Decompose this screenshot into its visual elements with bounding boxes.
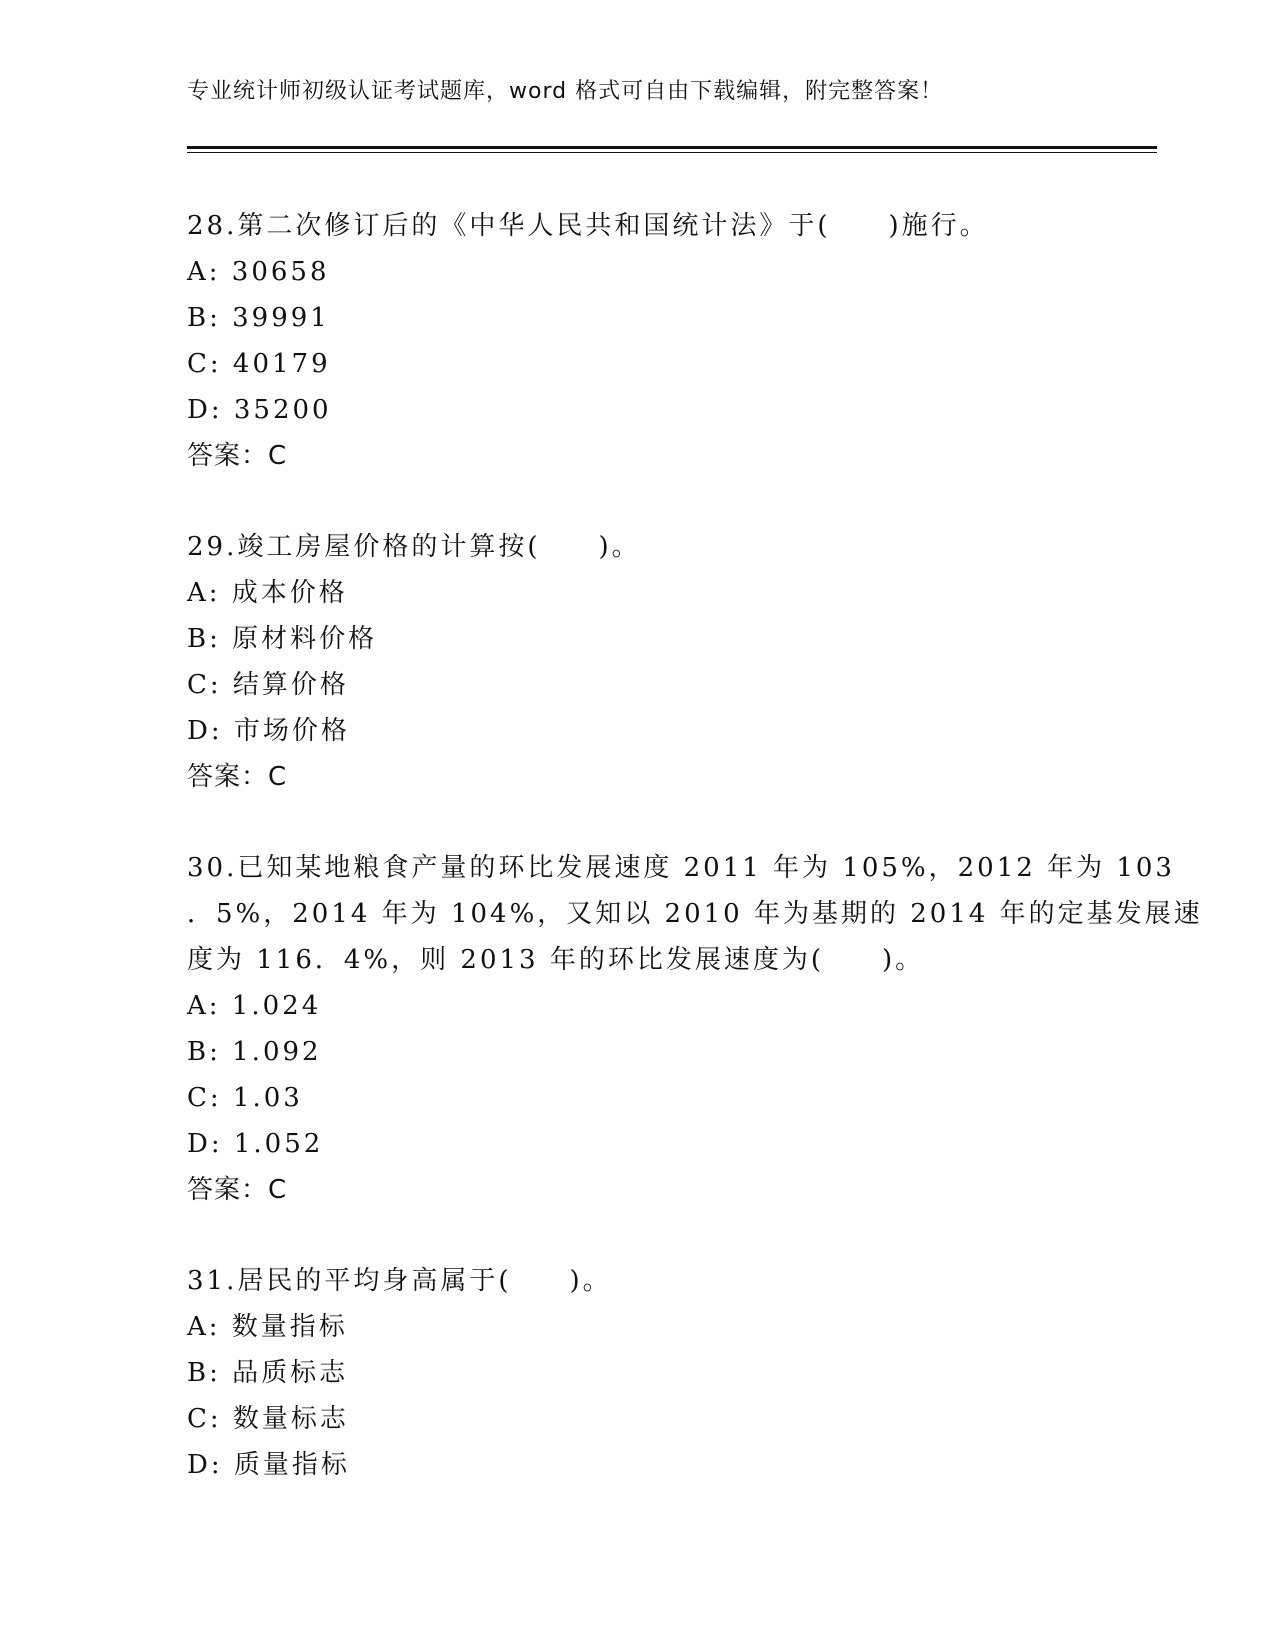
page-header: 专业统计师初级认证考试题库，word 格式可自由下载编辑，附完整答案！	[187, 79, 944, 104]
option-c: C: 40179	[187, 349, 331, 379]
option-a: A: 1.024	[187, 991, 322, 1021]
option-c: C: 1.03	[187, 1083, 303, 1113]
question-stem: 31.居民的平均身高属于( )。	[187, 1266, 612, 1296]
question-stem: 29.竣工房屋价格的计算按( )。	[187, 532, 641, 562]
question-stem: 28.第二次修订后的《中华人民共和国统计法》于( )施行。	[187, 211, 989, 241]
option-a: A: 30658	[187, 257, 330, 287]
question-stem-line: ．5%，2014 年为 104%，又知以 2010 年为基期的 2014 年的定基发展速	[187, 899, 1203, 929]
option-c: C: 数量标志	[187, 1404, 349, 1434]
option-c: C: 结算价格	[187, 670, 349, 700]
option-a: A: 数量指标	[187, 1312, 348, 1342]
answer-label: 答案：C	[187, 441, 288, 471]
option-b: B: 品质标志	[187, 1358, 349, 1388]
question-stem-line: 30.已知某地粮食产量的环比发展速度 2011 年为 105%，2012 年为 103	[187, 853, 1175, 883]
option-b: B: 原材料价格	[187, 624, 378, 654]
option-b: B: 1.092	[187, 1037, 322, 1067]
question-31	[187, 1258, 1087, 1488]
answer-label: 答案：C	[187, 762, 288, 792]
option-b: B: 39991	[187, 303, 330, 333]
question-stem-line: 度为 116．4%，则 2013 年的环比发展速度为( )。	[187, 945, 925, 975]
header-divider	[187, 146, 1157, 153]
option-d: D: 市场价格	[187, 716, 350, 746]
option-d: D: 1.052	[187, 1129, 324, 1159]
option-a: A: 成本价格	[187, 578, 348, 608]
option-d: D: 35200	[187, 395, 332, 425]
option-d: D: 质量指标	[187, 1450, 350, 1480]
question-29	[187, 524, 1087, 800]
question-30	[187, 845, 1203, 1213]
answer-label: 答案：C	[187, 1175, 288, 1205]
question-28	[187, 203, 1087, 479]
question-list	[187, 203, 1203, 1488]
